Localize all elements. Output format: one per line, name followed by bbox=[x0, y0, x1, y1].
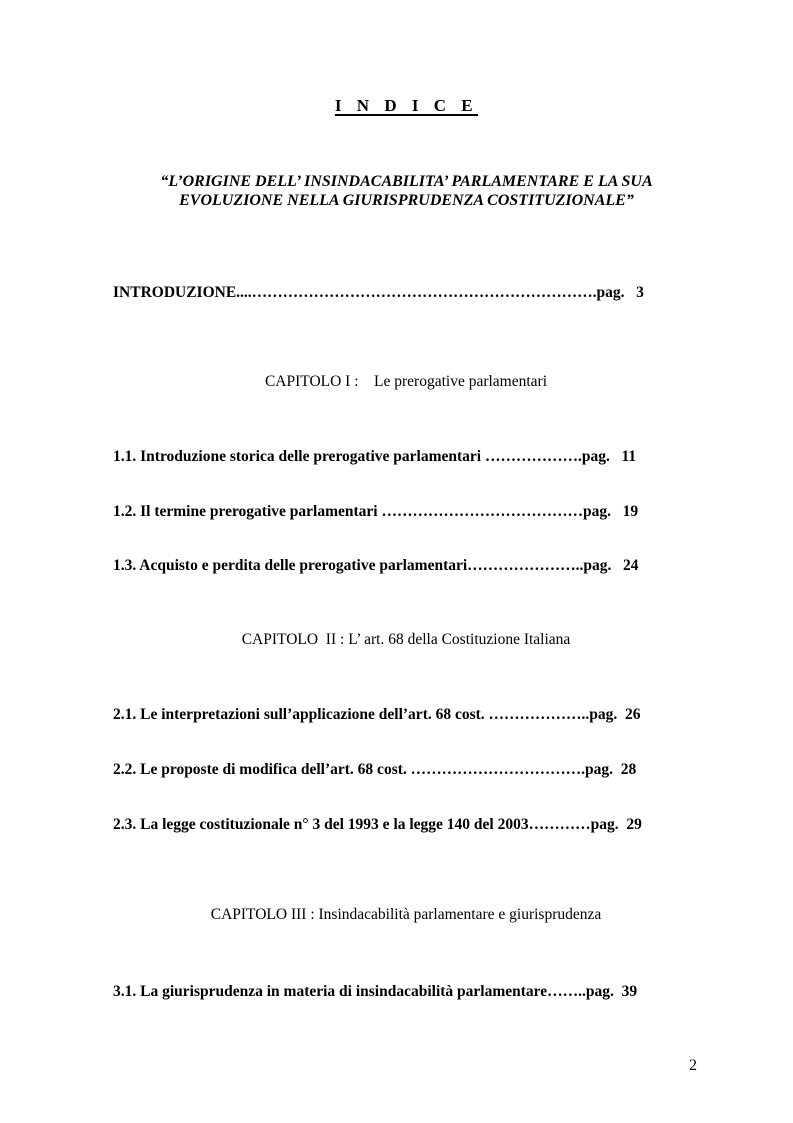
toc-entry-1-1: 1.1. Introduzione storica delle prerogative parlamentari ……………….pag. 11 bbox=[113, 448, 637, 465]
toc-entry-1-3: 1.3. Acquisto e perdita delle prerogative parlamentari…………………..pag. 24 bbox=[113, 557, 639, 574]
chapter-1-title: CAPITOLO I : Le prerogative parlamentari bbox=[264, 373, 548, 390]
toc-entry-2-3: 2.3. La legge costituzionale n° 3 del 1993 e la legge 140 del 2003…………pag. 29 bbox=[113, 816, 642, 833]
index-heading: I N D I C E bbox=[334, 96, 479, 115]
chapter-3-title: CAPITOLO III : Insindacabilità parlamentare e giurisprudenza bbox=[210, 906, 602, 923]
subtitle-line-2: EVOLUZIONE NELLA GIURISPRUDENZA COSTITUZIONALE” bbox=[179, 192, 634, 209]
page-number: 2 bbox=[689, 1057, 697, 1074]
chapter-2-title: CAPITOLO II : L’ art. 68 della Costituzione Italiana bbox=[241, 631, 571, 648]
subtitle-line-1: “L’ORIGINE DELL’ INSINDACABILITA’ PARLAMENTARE E LA SUA bbox=[160, 173, 653, 190]
toc-entry-2-1: 2.1. Le interpretazioni sull’applicazione dell’art. 68 cost. ………………..pag. 26 bbox=[113, 706, 641, 723]
toc-entry-3-1: 3.1. La giurisprudenza in materia di insindacabilità parlamentare……..pag. 39 bbox=[113, 983, 638, 1000]
document-subtitle bbox=[0, 172, 793, 210]
toc-entry-1-2: 1.2. Il termine prerogative parlamentari …………………………………pag. 19 bbox=[113, 503, 639, 520]
toc-entry-2-2: 2.2. Le proposte di modifica dell’art. 68 cost. …………………………….pag. 28 bbox=[113, 761, 637, 778]
toc-entry-introduction: INTRODUZIONE....………………………………………………………….pag. 3 bbox=[113, 284, 644, 301]
